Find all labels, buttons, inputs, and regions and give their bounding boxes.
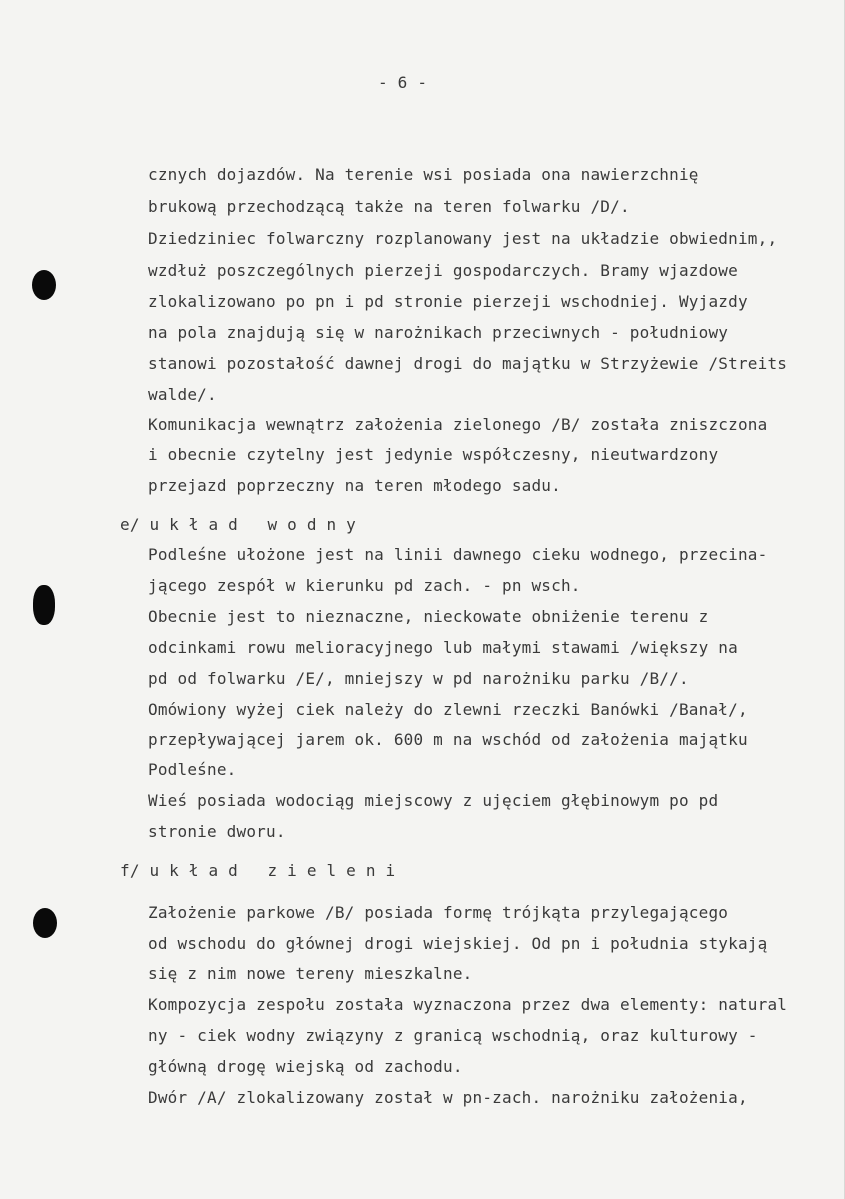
text-line: od wschodu do głównej drogi wiejskiej. Od pn i południa stykają — [148, 934, 768, 953]
text-line: przejazd poprzeczny na teren młodego sadu. — [148, 476, 561, 495]
text-line: Kompozycja zespołu została wyznaczona przez dwa elementy: natural — [148, 995, 788, 1014]
text-line: przepływającej jarem ok. 600 m na wschód od założenia majątku — [148, 730, 748, 749]
text-line: główną drogę wiejską od zachodu. — [148, 1057, 463, 1076]
text-line: f/ u k ł a d z i e l e n i — [120, 861, 396, 880]
text-line: Podleśne. — [148, 760, 237, 779]
text-line: na pola znajdują się w narożnikach przeciwnych - południowy — [148, 323, 729, 342]
text-line: i obecnie czytelny jest jedynie współczesny, nieutwardzony — [148, 445, 719, 464]
page-number: - 6 - — [378, 73, 428, 92]
text-line: Wieś posiada wodociąg miejscowy z ujęciem głębinowym po pd — [148, 791, 719, 810]
text-line: brukową przechodzącą także na teren folwarku /D/. — [148, 197, 630, 216]
text-line: wzdłuż poszczególnych pierzeji gospodarczych. Bramy wjazdowe — [148, 261, 738, 280]
text-line: Dziedziniec folwarczny rozplanowany jest na układzie obwiednim,, — [148, 229, 778, 248]
text-line: Założenie parkowe /B/ posiada formę trójkąta przylegającego — [148, 903, 729, 922]
text-line: Komunikacja wewnątrz założenia zielonego /B/ została zniszczona — [148, 415, 768, 434]
text-line: Podleśne ułożone jest na linii dawnego cieku wodnego, przecina- — [148, 545, 768, 564]
text-line: Obecnie jest to nieznaczne, nieckowate obniżenie terenu z — [148, 607, 709, 626]
text-line: zlokalizowano po pn i pd stronie pierzeji wschodniej. Wyjazdy — [148, 292, 748, 311]
text-line: jącego zespół w kierunku pd zach. - pn wsch. — [148, 576, 581, 595]
text-line: Dwór /A/ zlokalizowany został w pn-zach. narożniku założenia, — [148, 1088, 748, 1107]
text-line: stronie dworu. — [148, 822, 286, 841]
text-line: ny - ciek wodny związyny z granicą wschodnią, oraz kulturowy - — [148, 1026, 758, 1045]
text-line: cznych dojazdów. Na terenie wsi posiada ona nawierzchnię — [148, 165, 699, 184]
text-line: e/ u k ł a d w o d n y — [120, 515, 356, 534]
text-line: Omówiony wyżej ciek należy do zlewni rzeczki Banówki /Banał/, — [148, 700, 748, 719]
text-line: stanowi pozostałość dawnej drogi do majątku w Strzyżewie /Streits — [148, 354, 788, 373]
text-line: pd od folwarku /E/, mniejszy w pd narożniku parku /B//. — [148, 669, 689, 688]
text-line: odcinkami rowu melioracyjnego lub małymi stawami /większy na — [148, 638, 738, 657]
text-line: się z nim nowe tereny mieszkalne. — [148, 964, 473, 983]
text-line: walde/. — [148, 385, 217, 404]
